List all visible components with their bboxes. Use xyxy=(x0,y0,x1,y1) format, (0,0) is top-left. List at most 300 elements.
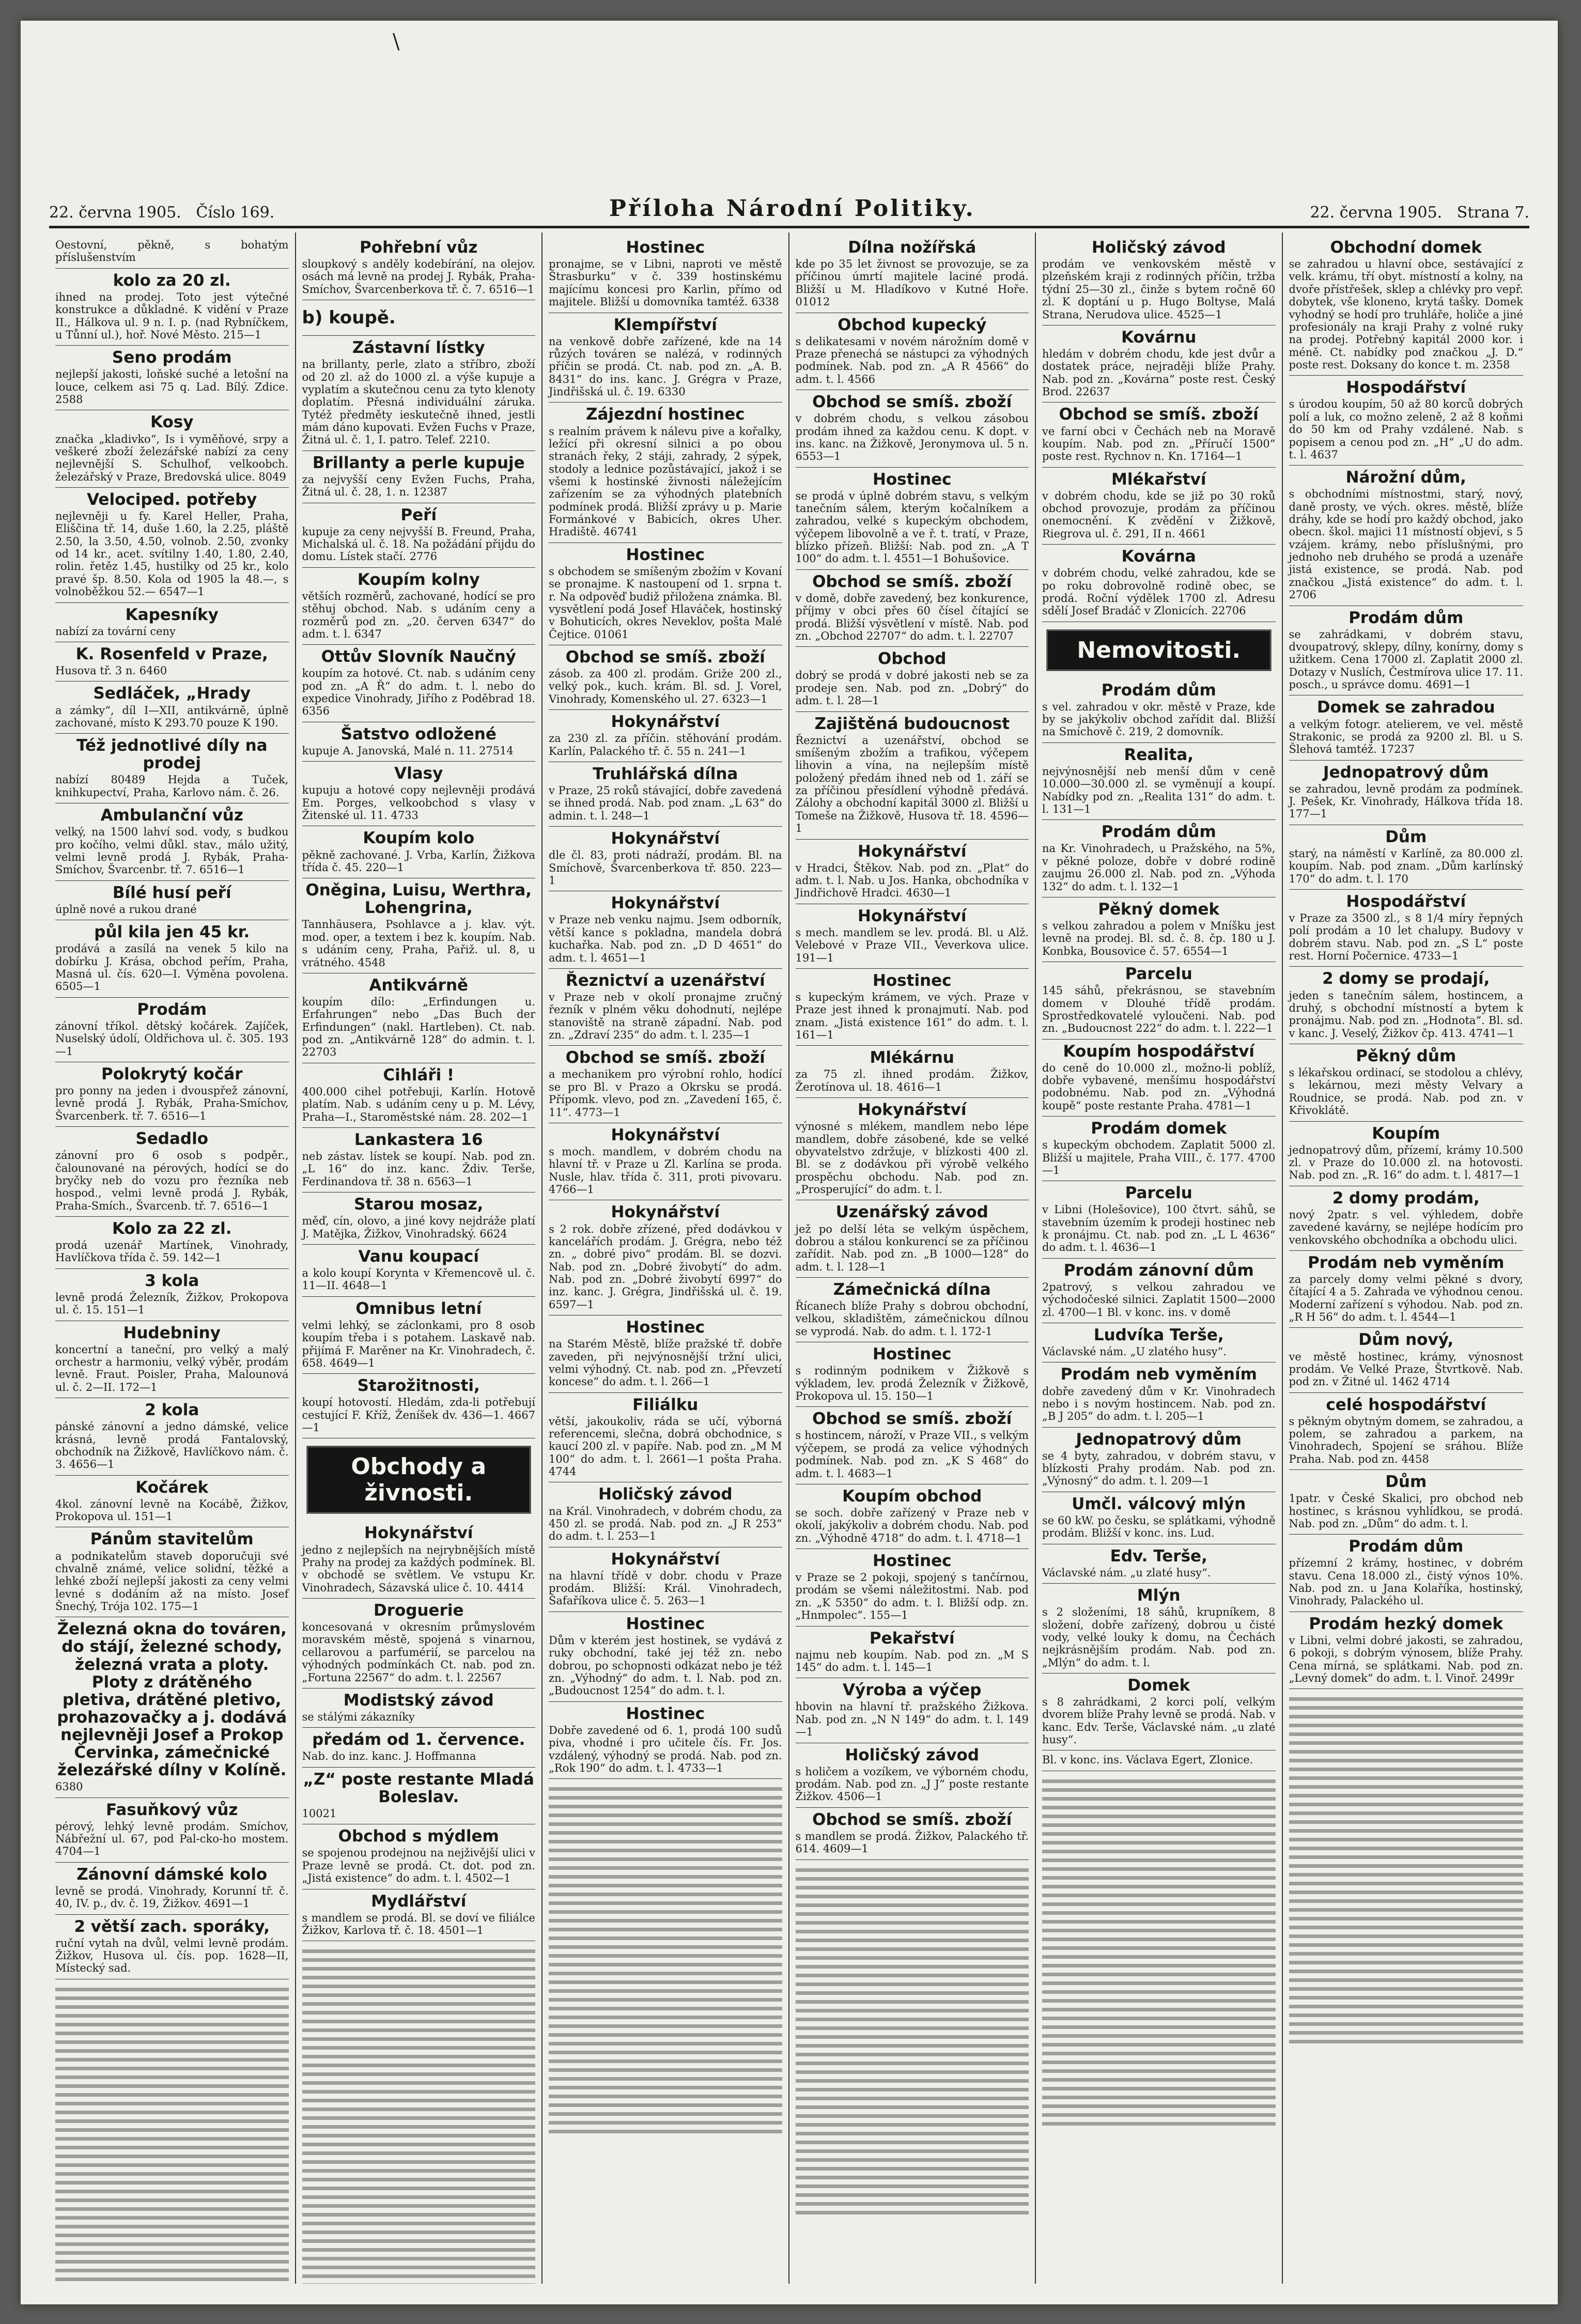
ad-headline: Polokrytý kočár xyxy=(101,1064,243,1083)
classified-ad xyxy=(302,762,536,826)
classified-ad xyxy=(55,1527,289,1617)
ad-headline: Zástavní lístky xyxy=(352,338,485,358)
ad-headline: Obchod se smíš. zboží xyxy=(812,572,1012,591)
ad-headline: Prodám neb vyměním xyxy=(1308,1253,1505,1272)
ad-text: s 2 rok. dobře zřízené, před dodávkou v kancelářích prodám. J. Grégra, nebo též zn. „ dobré pivo“ prodám. Bl. se dozvi. Nab. pod zn. „Dobré živobytí“ do adm. Nab. pod zn. „Dobré živobytí 6997“ do inz. kanc. J. Grégra, Jindřišská ul. č. 19. 6597—1 xyxy=(549,1222,782,1311)
ad-text: jež po delší léta se velkým úspěchem, dobrou a stálou konkurencí se za příčinou zařídit. Nab. pod zn. „B 1000—128“ do adm. t. l. 128—1 xyxy=(795,1222,1029,1273)
ad-text: koupím za hotové. Ct. nab. s udáním ceny pod zn. „A Ř“ do adm. t. l. nebo do expedice Vinohrady, Jiřího z Poděbrad 18. 6356 xyxy=(302,667,535,718)
print-line xyxy=(1042,2025,1276,2029)
print-line xyxy=(302,2143,536,2146)
print-filler xyxy=(1289,1689,1524,2052)
ad-text: s úrodou koupím, 50 až 80 korců dobrých polí a luk, co možno zeleně, 2 až 8 koňmi do 50 km od Prahy vzdálené. Nab. s popisem a cenou pod zn. „H“ „U do adm. t. l. 4637 xyxy=(1289,398,1523,461)
print-line xyxy=(796,2009,1029,2012)
header-issue-number: Číslo 169. xyxy=(196,204,275,222)
print-line xyxy=(796,1877,1029,1881)
ad-headline: Hokynářství xyxy=(858,842,967,861)
ad-headline: Seno prodám xyxy=(112,348,232,367)
classified-ad xyxy=(1289,1535,1524,1612)
classified-ad xyxy=(55,1269,289,1321)
ad-text: v Libni, velmi dobré jakosti, se zahradou, 6 pokoji, s dobrým výnosem, blíže Prahy. Cena mírná, se splátkami. Nab. pod zn. „Levný domek“ do adm. t. l. Vinoř. 2499r xyxy=(1289,1634,1523,1684)
ad-headline: Kapesníky xyxy=(125,605,219,624)
ad-headline: Kosy xyxy=(150,413,194,432)
print-line xyxy=(549,1796,782,1800)
ad-text: se 4 byty, zahradou, v dobrém stavu, v blízkosti Prahy prodám. Nab. pod zn. „Výnosný“ do adm. t. l. 209—1 xyxy=(1042,1449,1276,1488)
print-filler xyxy=(1042,1771,1276,2134)
ad-text: v dobrém chodu, kde se již po 30 roků obchod provozuje, prodám za příčinou onemocnění. K zvědění v Žižkově, Riegrova ul. č. 291, II n. 4661 xyxy=(1042,489,1276,540)
classified-ad xyxy=(1042,1040,1276,1117)
print-line xyxy=(1289,1838,1524,1841)
ad-headline: Obchod kupecký xyxy=(838,315,987,334)
classified-ad xyxy=(796,969,1029,1046)
ad-text: Dům v kterém jest hostinek, se vydává z ruky obchodní, také jej též zn. nebo dobrou, po schopnosti odkázat nebo je též zn. „Výhodný“ do adm. t. l. Nab. pod zn. „Budoucnost 1254“ do adm. t. l. xyxy=(549,1634,782,1697)
print-line xyxy=(796,2193,1029,2197)
ad-text: Řícanech blíže Prahy s dobrou obchodní, velkou, skladištěm, zámečnickou dílnou se vyprodá. Nab. do adm. t. l. 172-1 xyxy=(795,1300,1029,1338)
classified-ad xyxy=(796,904,1029,969)
classified-ad xyxy=(549,762,782,827)
ad-headline: Prodám hezký domek xyxy=(1309,1614,1504,1633)
ad-headline: Obchod s mýdlem xyxy=(338,1827,499,1846)
ad-headline: Jednopatrový dům xyxy=(1323,763,1489,782)
ad-headline: Lankastera 16 xyxy=(354,1130,483,1149)
print-line xyxy=(796,1965,1029,1969)
classified-ad xyxy=(796,1808,1029,1860)
ad-headline: kolo za 20 zl. xyxy=(113,271,231,290)
print-line xyxy=(549,1866,782,1870)
print-line xyxy=(1042,1973,1276,1976)
print-line xyxy=(1042,2096,1276,2099)
print-line xyxy=(796,1912,1029,1916)
print-line xyxy=(302,2257,536,2260)
print-line xyxy=(302,2064,536,2067)
ad-headline: Dům xyxy=(1385,827,1427,846)
ad-text: s holičem a vozíkem, ve výborném chodu, prodám. Nab. pod zn. „J J“ poste restante Žižkov. 4506—1 xyxy=(795,1765,1029,1803)
ad-headline: Obchod xyxy=(878,649,947,669)
print-line xyxy=(55,2067,289,2070)
print-line xyxy=(1042,1806,1276,1809)
classified-ad xyxy=(55,488,289,603)
classified-ad xyxy=(549,1547,782,1612)
print-line xyxy=(55,2128,289,2132)
print-line xyxy=(1289,1978,1524,1982)
ad-text: nabízí za tovární ceny xyxy=(55,625,176,638)
print-line xyxy=(549,1928,782,1931)
ad-text: s realním právem k nálevu pive a kořalky, ležící při okresní silnici a po obou stranách řeky, 2 stáji, zahrady, 2 sýpek, stodoly a lednice pozůstávající, jakož i se všemi k hostinské živnosti náležejícím zařízením se za výhodných platebních podmínek prodá. Bližší zprávy u p. Marie Formánkové v Babicích, okres Uher. Hradiště. 46741 xyxy=(549,425,782,538)
ad-headline: Hokynářství xyxy=(611,1203,720,1222)
classified-ad xyxy=(549,969,782,1046)
print-line xyxy=(549,2059,782,2063)
ad-text: koncertní a taneční, pro velký a malý orchestr a harmoniu, velký výběr, prodám levně. Fraut. Poisler, Praha, Malounová ul. č. 2—II. 172—1 xyxy=(55,1343,289,1393)
classified-ad xyxy=(796,1549,1029,1626)
ad-headline: Kolo za 22 zl. xyxy=(112,1219,232,1238)
classified-ad xyxy=(55,1617,289,1798)
print-line xyxy=(55,2163,289,2167)
classified-ad xyxy=(1042,1259,1276,1323)
ad-text: dle čl. 83, proti nádraží, prodám. Bl. na Smíchově, Švarcenberkova tř. 850. 223—1 xyxy=(549,849,782,887)
ad-text: v dobrém chodu, velké zahradou, kde se po roku dobrovolně rodině obec, se prodá. Roční výdělek 1700 zl. Adresu sdělí Josef Bradáč v Zlonicích. 22706 xyxy=(1042,567,1276,617)
print-line xyxy=(549,1998,782,2002)
ad-headline: Obchodní domek xyxy=(1330,238,1482,257)
print-line xyxy=(549,2130,782,2133)
print-line xyxy=(796,1939,1029,1942)
print-line xyxy=(55,2146,289,2149)
ad-headline: Pohřební vůz xyxy=(360,238,478,257)
print-line xyxy=(302,2090,536,2094)
print-line xyxy=(796,2053,1029,2056)
print-line xyxy=(302,1985,536,1988)
ad-text: se zahrádkami, v dobrém stavu, dvoupatrový, sklepy, dílny, konírny, domy s užitkem. Cena 17000 zl. Zaplatit 2000 zl. Dotazy v Nuslích, Čestmírova ulice 17. 11. posch., u správce domu. 4691—1 xyxy=(1289,628,1523,691)
classified-ad xyxy=(55,642,289,681)
print-line xyxy=(302,2169,536,2173)
print-line xyxy=(796,1956,1029,1960)
ad-headline: Koupím obchod xyxy=(842,1486,982,1506)
print-line xyxy=(55,2190,289,2193)
classified-ad xyxy=(55,603,289,642)
print-line xyxy=(302,2116,536,2120)
ad-text: nabízí 80489 Hejda a Tuček, knihkupectví, Praha, Karlovo nám. č. 26. xyxy=(55,773,289,799)
print-line xyxy=(796,2097,1029,2100)
classified-ad xyxy=(55,1321,289,1399)
ad-headline: Pěkný dům xyxy=(1356,1047,1456,1066)
classified-ad xyxy=(1042,1750,1276,1771)
print-line xyxy=(1289,1803,1524,1806)
ad-headline: Hostinec xyxy=(626,238,705,257)
ad-text: zánovní tříkol. dětský kočárek. Zajíček, Nuselský údolí, Oldřichova ul. č. 305. 193—1 xyxy=(55,1019,289,1058)
column-2 xyxy=(296,233,543,2284)
print-line xyxy=(549,2016,782,2019)
classified-ad xyxy=(1289,1122,1524,1186)
ad-text: s pěkným obytným domem, se zahradou, a polem, se zahradou a parkem, na Vinohradech, Spojení se sráhou. Blíže Praha. Nab. pod zn. 4458 xyxy=(1289,1415,1523,1465)
print-line xyxy=(1289,1820,1524,1824)
column-6 xyxy=(1283,233,1530,2284)
ad-headline: Obchod se smíš. zboží xyxy=(1059,405,1259,424)
ad-text: za 75 zl. ihned prodám. Žižkov, Žerotínova ul. 18. 4616—1 xyxy=(795,1068,1029,1093)
print-line xyxy=(796,2079,1029,2083)
ad-text: starý, na náměstí v Karlíně, za 80.000 zl. koupím. Nab. pod znam. „Dům karlínský 170“ do adm. t. l. 170 xyxy=(1289,847,1523,885)
classified-ad xyxy=(1289,466,1524,606)
print-line xyxy=(796,1921,1029,1925)
ad-headline: Holičský závod xyxy=(598,1485,733,1504)
print-line xyxy=(549,2024,782,2028)
ad-text: v Libni (Holešovice), 100 čtvrt. sáhů, se stavebním územím k prodeji hostinec neb k pronájmu. Ct. nab. pod zn. „L L 4636“ do adm. t. l. 4636—1 xyxy=(1042,1203,1276,1254)
print-line xyxy=(1289,2031,1524,2035)
print-line xyxy=(796,1903,1029,1907)
ad-headline: Prodám dům xyxy=(1101,680,1216,700)
print-line xyxy=(549,1989,782,1993)
ad-headline: Prodám zánovní dům xyxy=(1063,1261,1254,1280)
ad-headline: Prodám dům xyxy=(1349,1537,1464,1556)
print-line xyxy=(1042,2060,1276,2064)
print-line xyxy=(302,2274,536,2278)
classified-ad xyxy=(796,390,1029,468)
ad-text: jeden s tanečním sálem, hostincem, a druhý, s obchodní místností a bytem k pronájmu. Nab. pod zn. „Hodnota“. Bl. sd. v kanc. J. Veselý, Žižkov čp. 413. 4741—1 xyxy=(1289,989,1523,1040)
ad-text: na hlavní třídě v dobr. chodu v Praze prodám. Bližší: Král. Vinohradech, Šafaříkova ulice č. 5. 263—1 xyxy=(549,1569,782,1607)
print-line xyxy=(55,2111,289,2114)
print-line xyxy=(1042,1964,1276,1967)
ad-headline: Sedláček, „Hrady xyxy=(93,684,251,703)
ad-text: kde po 35 let živnost se provozuje, se za příčinou úmrtí majitele laciné prodá. Bližší u M. Hladíkovo v Kutné Hoře. 01012 xyxy=(795,258,1029,308)
classified-ad xyxy=(1289,1186,1524,1251)
ad-text: Oestovní, pěkně, s bohatým příslušenstvím xyxy=(55,239,289,264)
print-line xyxy=(302,2283,536,2284)
header-date-left xyxy=(49,204,274,222)
ad-headline: Hokynářství xyxy=(364,1524,473,1543)
classified-ad xyxy=(302,826,536,878)
ad-headline: Prodám dům xyxy=(1101,823,1216,842)
print-line xyxy=(302,2151,536,2155)
ad-headline: 2 domy prodám, xyxy=(1332,1188,1480,1207)
print-line xyxy=(549,1875,782,1879)
print-line xyxy=(549,2068,782,2072)
print-line xyxy=(1289,1811,1524,1815)
classified-ad xyxy=(55,881,289,920)
ad-text: neb zástav. lístek se koupí. Nab. pod zn. „L 16“ do inz. kanc. Ždiv. Terše, Ferdinandova tř. 38 n. 6563—1 xyxy=(302,1150,535,1188)
print-line xyxy=(796,2132,1029,2135)
print-line xyxy=(55,2102,289,2105)
ad-headline: Hostinec xyxy=(626,1318,705,1337)
print-line xyxy=(796,1930,1029,1933)
classified-ad xyxy=(1042,897,1276,962)
print-line xyxy=(302,2187,536,2190)
print-line xyxy=(1289,1873,1524,1877)
print-line xyxy=(1042,1858,1276,1862)
ad-text: koupím dílo: „Erfindungen u. Erfahrungen“ nebo „Das Buch der Erfindungen“ (nakl. Hartleben). Ct. nab. pod zn. „Antikvárně 128“ do admin. t. l. 22703 xyxy=(302,995,535,1059)
ad-headline: Dům nový, xyxy=(1358,1330,1454,1350)
classified-ad xyxy=(302,568,536,645)
print-line xyxy=(1042,2087,1276,2090)
ad-text: a podnikatelům staveb doporučuji své chvalně známé, velice solidní, těžké a lehké zboží nejlepší jakosti za ceny velmi levné s dodáním až na místo. Josef Šnechý, Trója 102. 175—1 xyxy=(55,1550,289,1613)
classified-ad xyxy=(55,236,289,269)
classified-ad xyxy=(55,1476,289,1528)
ad-headline: 2 kola xyxy=(145,1401,199,1420)
ad-text: a velkým fotogr. atelierem, ve vel. městě Strakonic, se prodá za 9200 zl. Bl. u S. Šlehová tamtéž. 17237 xyxy=(1289,718,1523,756)
ad-headline: Šatstvo odložené xyxy=(340,724,497,743)
classified-ad xyxy=(55,410,289,488)
ad-text: se 60 kW. po česku, se splátkami, výhodně prodám. Bližší v konc. ins. Lud. xyxy=(1042,1514,1276,1540)
classified-ad xyxy=(796,1743,1029,1808)
ad-text: sloupkový s anděly kodebírání, na olejov. osách má levně na prodej J. Rybák, Praha-Smíchov, Švarcenberkova tř. č. 7. 6516—1 xyxy=(302,258,535,296)
classified-ad xyxy=(55,920,289,998)
classified-ad xyxy=(549,1702,782,1779)
ad-text: za nejvyšší ceny Evžen Fuchs, Praha, Žitná ul. č. 28, 1. n. 12387 xyxy=(302,473,535,499)
print-line xyxy=(1289,1785,1524,1789)
print-line xyxy=(796,2105,1029,2109)
ad-text: pro ponny na jeden i dvouspřež zánovní, levně prodá J. Rybák, Praha-Smíchov, Švarcenberk. tř. 7. 6516—1 xyxy=(55,1084,289,1122)
ad-text: a kolo koupí Korynta v Křemencově ul. č. 11—II. 4648—1 xyxy=(302,1267,535,1292)
ad-text: nejlepší jakosti, loňské suché a letošní na louce, celkem asi 75 q. Lad. Bílý. Zdice. 2588 xyxy=(55,368,289,406)
print-line xyxy=(1289,1794,1524,1798)
ad-headline: Hostinec xyxy=(626,1614,705,1633)
ad-text: v Praze se 2 pokoji, spojený s tančírnou, prodám se všemi náležitostmi. Nab. pod zn. „K 5350“ do adm. t. l. Bližší odp. zn. „Hnmpolec“. 155—1 xyxy=(795,1571,1029,1622)
print-line xyxy=(1042,1999,1276,2003)
ad-text: 2patrový, s velkou zahradou ve východočeské silnici. Zaplatit 1500—2000 zl. 4700—1 Bl. v konc. ins. v domě xyxy=(1042,1280,1276,1319)
print-line xyxy=(549,1980,782,1984)
classified-ad xyxy=(55,346,289,410)
classified-ad xyxy=(1042,1181,1276,1259)
print-line xyxy=(1289,1943,1524,1947)
classified-ad xyxy=(302,722,536,762)
print-line xyxy=(1289,1776,1524,1780)
print-line xyxy=(1289,1926,1524,1929)
classified-columns xyxy=(49,233,1529,2284)
print-line xyxy=(1289,1864,1524,1868)
classified-ad xyxy=(55,998,289,1062)
ad-headline: Edv. Terše, xyxy=(1110,1546,1207,1566)
classified-ad xyxy=(1042,1428,1276,1492)
ad-headline: Koupím kolo xyxy=(363,829,475,848)
ad-headline: Realita, xyxy=(1124,745,1194,764)
ad-headline: Holičský závod xyxy=(1091,238,1226,257)
print-line xyxy=(549,1945,782,1949)
print-line xyxy=(55,2198,289,2202)
print-line xyxy=(549,1901,782,1905)
ad-text: prodá uzenář Martínek, Vinohrady, Havlíčkova třída č. 59. 142—1 xyxy=(55,1239,289,1264)
classified-ad xyxy=(796,1200,1029,1278)
print-line xyxy=(302,1967,536,1971)
print-line xyxy=(302,2222,536,2225)
print-line xyxy=(55,2269,289,2272)
ad-text: zánovní pro 6 osob s podpěr., čalounované na pérových, hodící se do bryčky neb do vozu pro řezníka neb hospod., velmi levně prodá J. Rybák, Praha-Smích., Švarcenb. tř. 7. 6516—1 xyxy=(55,1149,289,1212)
print-line xyxy=(1289,1899,1524,1903)
print-line xyxy=(55,2084,289,2088)
header-left-date: 22. června 1905. xyxy=(49,204,181,222)
ad-text: se zahradou, levně prodám za podmínek. J. Pešek, Kr. Vinohrady, Hálkova třída 18. 177—1 xyxy=(1289,782,1523,820)
ad-text: ruční vytah na dvůl, velmi levně prodám. Žižkov, Husova ul. čís. pop. 1628—II, Místecký sad. xyxy=(55,1936,289,1975)
print-line xyxy=(796,2035,1029,2039)
print-line xyxy=(796,2167,1029,2171)
ad-text: kupuju a hotové copy nejlevněji prodává Em. Porges, velkoobchod s vlasy v Žitenské ul. 11. 4733 xyxy=(302,784,535,822)
classified-ad xyxy=(55,734,289,803)
ad-text: v Praze neb venku najmu. Jsem odborník, větší kance s pokladna, mandela dobrá kuchařka. Nab. pod zn. „D D 4651“ do adm. t. l. 4651—1 xyxy=(549,913,782,964)
print-line xyxy=(1042,1990,1276,1994)
ad-text: se soch. dobře zařízený v Praze neb v okolí, jakýkoliv a dobrém chodu. Nab. pod zn. „Výhodně 4718“ do adm. t. l. 4718—1 xyxy=(795,1506,1029,1544)
ad-text: s lékařskou ordinací, se stodolou a chlévy, s lekárnou, mezi městy Velvary a Roudnice, se prodá. Nab. pod zn. v Křivoklátě. xyxy=(1289,1066,1523,1117)
ad-headline: Oněgina, Luisu, Werthra, Lohengrina, xyxy=(305,881,532,918)
classified-ad xyxy=(1289,376,1524,466)
header-page-number: Strana 7. xyxy=(1456,204,1529,222)
print-line xyxy=(1042,2104,1276,2108)
print-filler xyxy=(796,1860,1029,2223)
print-line xyxy=(1289,1724,1524,1727)
ad-headline: Hostinec xyxy=(626,1704,705,1723)
ad-text: měď, cín, olovo, a jiné kovy nejdráže platí J. Matějka, Žižkov, Vinohradský. 6624 xyxy=(302,1215,535,1240)
print-line xyxy=(1042,1981,1276,1985)
print-line xyxy=(1289,1847,1524,1850)
ad-text: Václavské nám. „U zlatého husy“. xyxy=(1042,1345,1227,1358)
classified-ad xyxy=(549,1612,782,1702)
print-line xyxy=(549,1849,782,1852)
ad-text: hledám v dobrém chodu, kde jest dvůr a dostatek práce, nejraději blíže Prahy. Nab. pod zn. „Kovárna“ poste rest. Český Brod. 22637 xyxy=(1042,347,1276,398)
ad-text: ve městě hostinec, krámy, výnosnost prodám. Ve Velké Praze, Štvrtkově. Nab. pod zn. v Žitné ul. 1462 4714 xyxy=(1289,1350,1523,1388)
ad-text: 1patr. v České Skalici, pro obchod neb hostinec, s krásnou vyhlídkou, se prodá. Nab. pod zn. „Dům“ do adm. t. l. xyxy=(1289,1492,1523,1530)
print-line xyxy=(302,2125,536,2129)
print-line xyxy=(1289,1750,1524,1754)
ad-text: se zahradou u hlavní obce, sestávající z velk. krámu, tří obyt. místností a kolny, na dvoře přístřešek, sklep a chlévky pro vepř. dobytek, vše kloneno, krytá tašky. Domek vyhodný se hodí pro truhláře, holiče a jiné profesionály na kraji Prahy z volné ruky na prodej. Potřebný kapitál 2000 kor. i méně. Ct. nabídky pod značkou „J. D.“ poste rest. Doksany do konce t. m. 2358 xyxy=(1289,258,1523,371)
classified-ad xyxy=(1042,962,1276,1040)
classified-ad xyxy=(796,468,1029,570)
print-line xyxy=(1042,1797,1276,1801)
header-date-right xyxy=(1310,204,1529,222)
column-1 xyxy=(49,233,296,2284)
classified-ad xyxy=(549,1482,782,1547)
ad-headline: Kovárna xyxy=(1121,547,1196,566)
print-line xyxy=(55,2242,289,2246)
print-line xyxy=(1289,1882,1524,1885)
print-line xyxy=(1289,2013,1524,2017)
classified-ad xyxy=(1289,890,1524,967)
print-line xyxy=(1289,1987,1524,1991)
ad-text: značka „kladivko“, Is i vyměňové, srpy a veškeré zboží železářské nabízí za ceny nejlevnější S. Schulhof, velkoobch. železářský v Praze, Bredovská ulice. 8049 xyxy=(55,432,289,483)
ad-headline: Hostinec xyxy=(872,470,952,489)
ad-headline: Pekařství xyxy=(869,1629,955,1648)
ad-text: s vel. zahradou v okr. městě v Praze, kde by se jakýkoliv obchod zařídit dal. Bližší na Smíchově č. 219, 2 domovník. xyxy=(1042,700,1276,738)
section-banner-obchody: Obchody a živnosti. xyxy=(306,1446,532,1514)
ad-headline: Koupím kolny xyxy=(357,570,480,589)
section-heading-koupe: b) koupě. xyxy=(302,300,536,336)
print-line xyxy=(1042,1920,1276,1924)
ad-headline: Truhlářská dílna xyxy=(593,764,738,783)
ad-text: na brillanty, perle, zlato a stříbro, zboží od 20 zl. až do 1000 zl. a výše kupuje a vyplatím a skutečnou cenu za tyto klenoty doplatím. Přesná individuální záruka. Tytéž předměty ieskutečně ihned, jestli mám dáno kupovati. Evžen Fuchs v Praze, Žitná ul. č. 1, I. patro. Telef. 2210. xyxy=(302,358,535,446)
print-line xyxy=(1042,1894,1276,1897)
ad-text: pěkně zachované. J. Vrba, Karlín, Žižkova třída č. 45. 220—1 xyxy=(302,848,535,874)
classified-ad xyxy=(796,1678,1029,1743)
ad-text: na Kr. Vinohradech, u Pražského, na 5%, v pěkné poloze, dobře v dobré rodině zaujmu 26.000 zl. Nab. pod zn. „Výhoda 132“ do adm. t. l. 132—1 xyxy=(1042,842,1276,893)
print-line xyxy=(55,2075,289,2079)
ad-headline: Ottův Slovník Naučný xyxy=(321,647,516,667)
print-line xyxy=(302,2028,536,2032)
classified-ad xyxy=(1289,236,1524,376)
print-line xyxy=(549,1840,782,1843)
print-line xyxy=(549,2042,782,2046)
classified-ad xyxy=(796,1046,1029,1098)
ad-text: najmu neb koupím. Nab. pod zn. „M S 145“ do adm. t. l. 145—1 xyxy=(795,1648,1029,1674)
print-line xyxy=(55,2155,289,2158)
print-line xyxy=(549,2121,782,2125)
ad-headline: Dílna nožířská xyxy=(848,238,977,257)
print-line xyxy=(1289,1855,1524,1859)
ad-headline: Omnibus letní xyxy=(355,1299,482,1318)
print-line xyxy=(1042,1841,1276,1845)
print-line xyxy=(55,2014,289,2018)
classified-ad xyxy=(55,1217,289,1269)
ad-headline: Hostinec xyxy=(626,545,705,564)
classified-ad xyxy=(796,1098,1029,1200)
print-line xyxy=(302,2239,536,2243)
classified-ad xyxy=(1042,545,1276,622)
print-filler xyxy=(302,1941,536,2284)
classified-ad xyxy=(1042,1492,1276,1544)
classified-ad xyxy=(1042,468,1276,545)
ad-text: 6380 xyxy=(55,1780,83,1793)
ad-headline: Mlýn xyxy=(1137,1586,1181,1605)
ad-headline: 2 větší zach. sporáky, xyxy=(74,1917,270,1936)
print-line xyxy=(1042,2034,1276,2038)
ad-text: velmi lehký, se záclonkami, pro 8 osob koupím třeba i s potahem. Laskavě nab. přijímá F. Marěner na Kr. Vinohradech, č. 658. 4649—1 xyxy=(302,1319,535,1369)
ad-headline: Domek se zahradou xyxy=(1316,698,1495,717)
classified-ad xyxy=(302,1889,536,1942)
ad-text: 10021 xyxy=(302,1807,337,1820)
ad-text: 4kol. zánovní levně na Kocábě, Žižkov, Prokopova ul. 151—1 xyxy=(55,1497,289,1523)
print-line xyxy=(796,2018,1029,2021)
print-line xyxy=(1042,2017,1276,2020)
ad-headline: Obchod se smíš. zboží xyxy=(812,1810,1012,1829)
print-line xyxy=(549,2086,782,2089)
ad-headline: Parcelu xyxy=(1125,1184,1192,1203)
print-line xyxy=(55,1996,289,2000)
classified-ad xyxy=(1042,1362,1276,1427)
ad-headline: Prodám dům xyxy=(1349,608,1464,627)
print-line xyxy=(55,1988,289,1991)
print-line xyxy=(1042,1850,1276,1853)
